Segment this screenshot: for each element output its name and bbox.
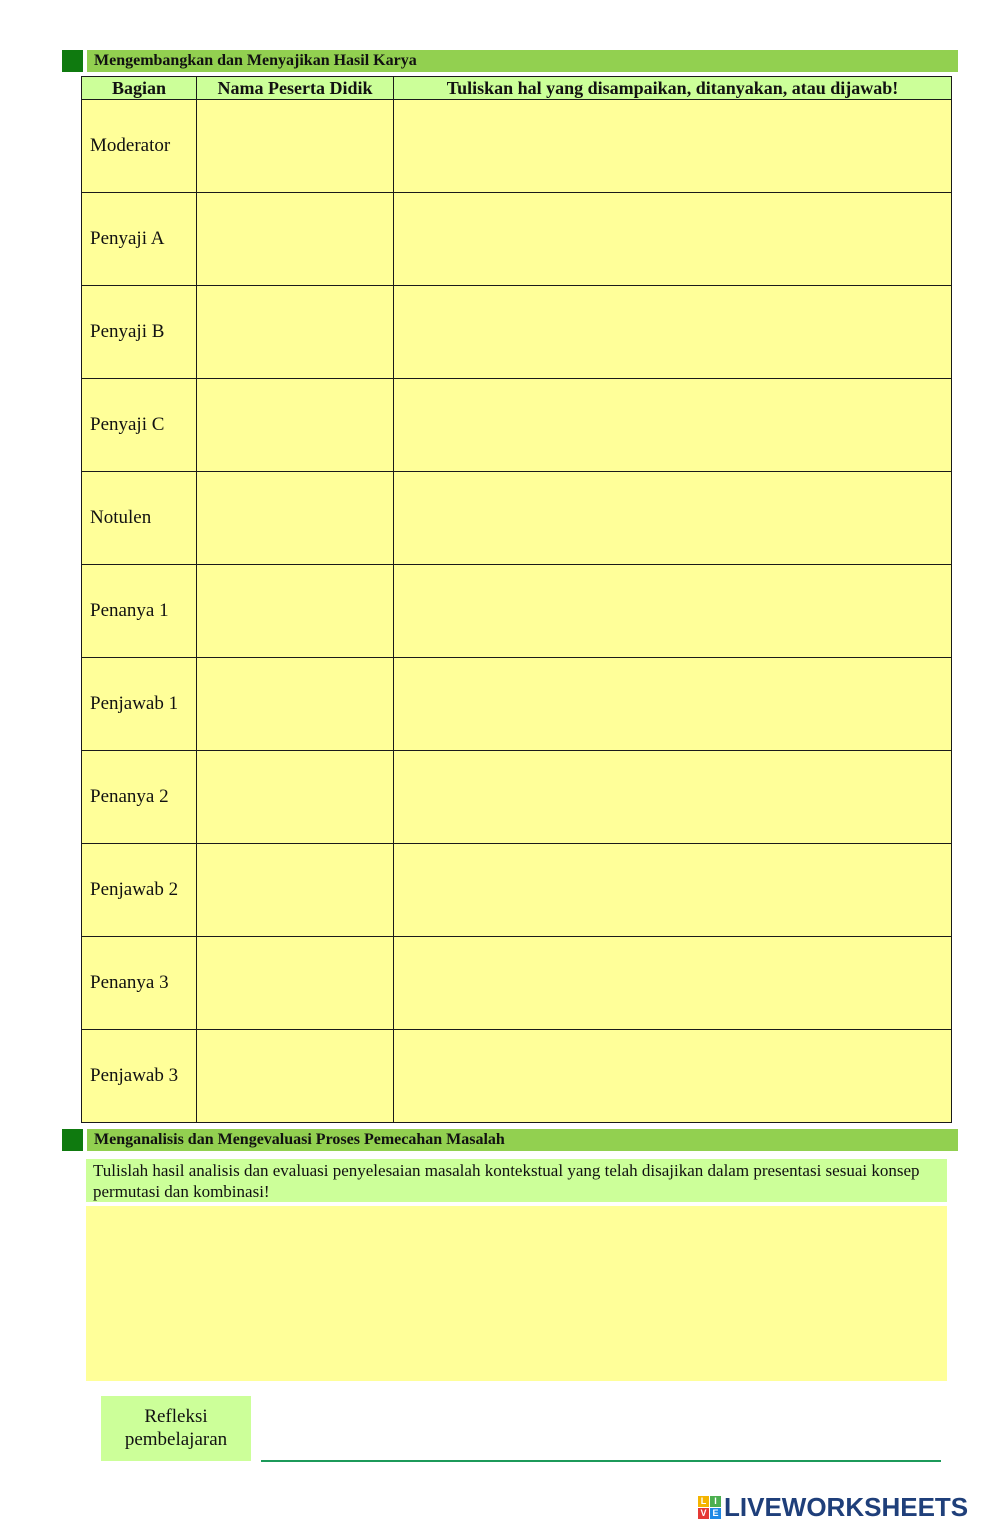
student-name-field[interactable] [197, 937, 394, 1030]
student-name-field[interactable] [197, 286, 394, 379]
liveworksheets-mark-icon [698, 1496, 721, 1519]
table-row [82, 472, 952, 565]
student-name-field[interactable] [197, 100, 394, 193]
analysis-answer-field[interactable] [86, 1206, 947, 1381]
reflection-label [101, 1396, 251, 1461]
notes-field[interactable] [394, 193, 952, 286]
table-row [82, 937, 952, 1030]
role-cell: Penjawab 3 [82, 1030, 197, 1123]
table-row [82, 100, 952, 193]
section-marker-icon [62, 1129, 83, 1151]
reflection-label-line: Refleksi [144, 1406, 208, 1427]
notes-field[interactable] [394, 379, 952, 472]
notes-field[interactable] [394, 472, 952, 565]
notes-field[interactable] [394, 937, 952, 1030]
liveworksheets-logo [698, 1489, 994, 1525]
reflection-answer-line[interactable] [261, 1460, 941, 1462]
notes-field[interactable] [394, 565, 952, 658]
role-cell: Penyaji A [82, 193, 197, 286]
table-row [82, 1030, 952, 1123]
student-name-field[interactable] [197, 472, 394, 565]
role-cell: Penanya 3 [82, 937, 197, 1030]
analysis-instruction: Tulislah hasil analisis dan evaluasi penyelesaian masalah kontekstual yang telah disajikan dalam presentasi sesuai konsep permutasi dan kombinasi! [86, 1159, 947, 1202]
section-marker-icon [62, 50, 83, 72]
table-row [82, 565, 952, 658]
student-name-field[interactable] [197, 658, 394, 751]
presentation-table [81, 76, 952, 1123]
logo-mark-letter: I [710, 1496, 721, 1507]
student-name-field[interactable] [197, 751, 394, 844]
liveworksheets-wordmark: LIVEWORKSHEETS [724, 1491, 969, 1522]
column-header-nama: Nama Peserta Didik [197, 77, 394, 100]
role-cell: Moderator [82, 100, 197, 193]
role-cell: Penyaji B [82, 286, 197, 379]
role-cell: Penanya 2 [82, 751, 197, 844]
logo-mark-letter: V [698, 1508, 709, 1519]
table-row [82, 658, 952, 751]
student-name-field[interactable] [197, 379, 394, 472]
section-title: Menganalisis dan Mengevaluasi Proses Pemecahan Masalah [87, 1129, 958, 1151]
table-header-row [82, 77, 952, 100]
section-header-analysis [62, 1129, 958, 1151]
role-cell: Penjawab 1 [82, 658, 197, 751]
table-row [82, 286, 952, 379]
notes-field[interactable] [394, 286, 952, 379]
notes-field[interactable] [394, 658, 952, 751]
role-cell: Penyaji C [82, 379, 197, 472]
role-cell: Penanya 1 [82, 565, 197, 658]
column-header-tuliskan: Tuliskan hal yang disampaikan, ditanyakan, atau dijawab! [394, 77, 952, 100]
logo-mark-letter: E [710, 1508, 721, 1519]
student-name-field[interactable] [197, 565, 394, 658]
table-row [82, 844, 952, 937]
section-title: Mengembangkan dan Menyajikan Hasil Karya [87, 50, 958, 72]
role-cell: Penjawab 2 [82, 844, 197, 937]
student-name-field[interactable] [197, 1030, 394, 1123]
student-name-field[interactable] [197, 844, 394, 937]
column-header-bagian: Bagian [82, 77, 197, 100]
reflection-label-line: pembelajaran [124, 1429, 228, 1450]
notes-field[interactable] [394, 100, 952, 193]
table-row [82, 193, 952, 286]
student-name-field[interactable] [197, 193, 394, 286]
role-cell: Notulen [82, 472, 197, 565]
notes-field[interactable] [394, 844, 952, 937]
section-header-presentation [62, 50, 958, 72]
notes-field[interactable] [394, 751, 952, 844]
logo-mark-letter: L [698, 1496, 709, 1507]
table-row [82, 751, 952, 844]
table-row [82, 379, 952, 472]
notes-field[interactable] [394, 1030, 952, 1123]
